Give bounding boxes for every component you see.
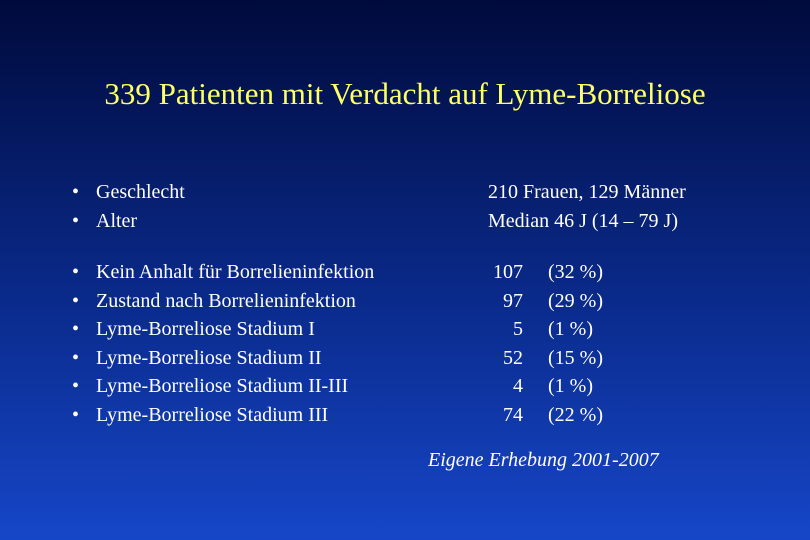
stat-row [470,258,603,287]
list-item [72,287,374,316]
demographic-label-age: Alter [96,209,138,232]
stage-count: 4 [513,375,523,398]
stage-percent: (32 %) [548,261,603,283]
stage-percent: (15 %) [548,346,603,369]
list-item [72,258,374,287]
stat-row [470,372,603,401]
bullet-icon: • [72,261,80,283]
bullet-icon: • [72,403,80,426]
bullet-icon: • [72,209,80,232]
stage-percent: (22 %) [548,403,603,426]
list-item [72,372,374,401]
stat-row [470,401,603,430]
stage-count: 74 [503,403,523,426]
list-item [72,178,185,207]
stat-row [470,287,603,316]
demographics-list [72,178,185,235]
bullet-icon: • [72,181,80,203]
stage-percent: (1 %) [548,318,593,341]
stage-count: 52 [503,346,523,369]
stages-stats [470,258,603,430]
stage-label: Zustand nach Borrelieninfektion [96,289,356,312]
stat-row [470,344,603,373]
stage-label: Lyme-Borreliose Stadium II [96,346,322,369]
stage-count: 107 [493,261,523,283]
stage-percent: (29 %) [548,289,603,312]
bullet-icon: • [72,289,80,312]
list-item [72,315,374,344]
bullet-icon: • [72,346,80,369]
list-item [72,401,374,430]
bullet-icon: • [72,375,80,398]
stage-label: Lyme-Borreliose Stadium III [96,403,329,426]
demographics-values [488,178,686,235]
demographic-value-age: Median 46 J (14 – 79 J) [488,209,678,232]
stage-label: Kein Anhalt für Borrelieninfektion [96,261,375,283]
list-item [72,344,374,373]
stage-count: 5 [513,318,523,341]
stage-percent: (1 %) [548,375,593,398]
stage-label: Lyme-Borreliose Stadium II-III [96,375,349,398]
bullet-icon: • [72,318,80,341]
slide-title: 339 Patienten mit Verdacht auf Lyme-Borreliose [104,76,706,111]
source-note: Eigene Erhebung 2001-2007 [428,449,659,471]
stage-count: 97 [503,289,523,312]
demographic-label-gender: Geschlecht [96,181,185,203]
stage-label: Lyme-Borreliose Stadium I [96,318,315,341]
stat-row [470,315,603,344]
demographic-value-gender: 210 Frauen, 129 Männer [488,181,686,203]
stages-list [72,258,374,430]
list-item [72,207,185,236]
